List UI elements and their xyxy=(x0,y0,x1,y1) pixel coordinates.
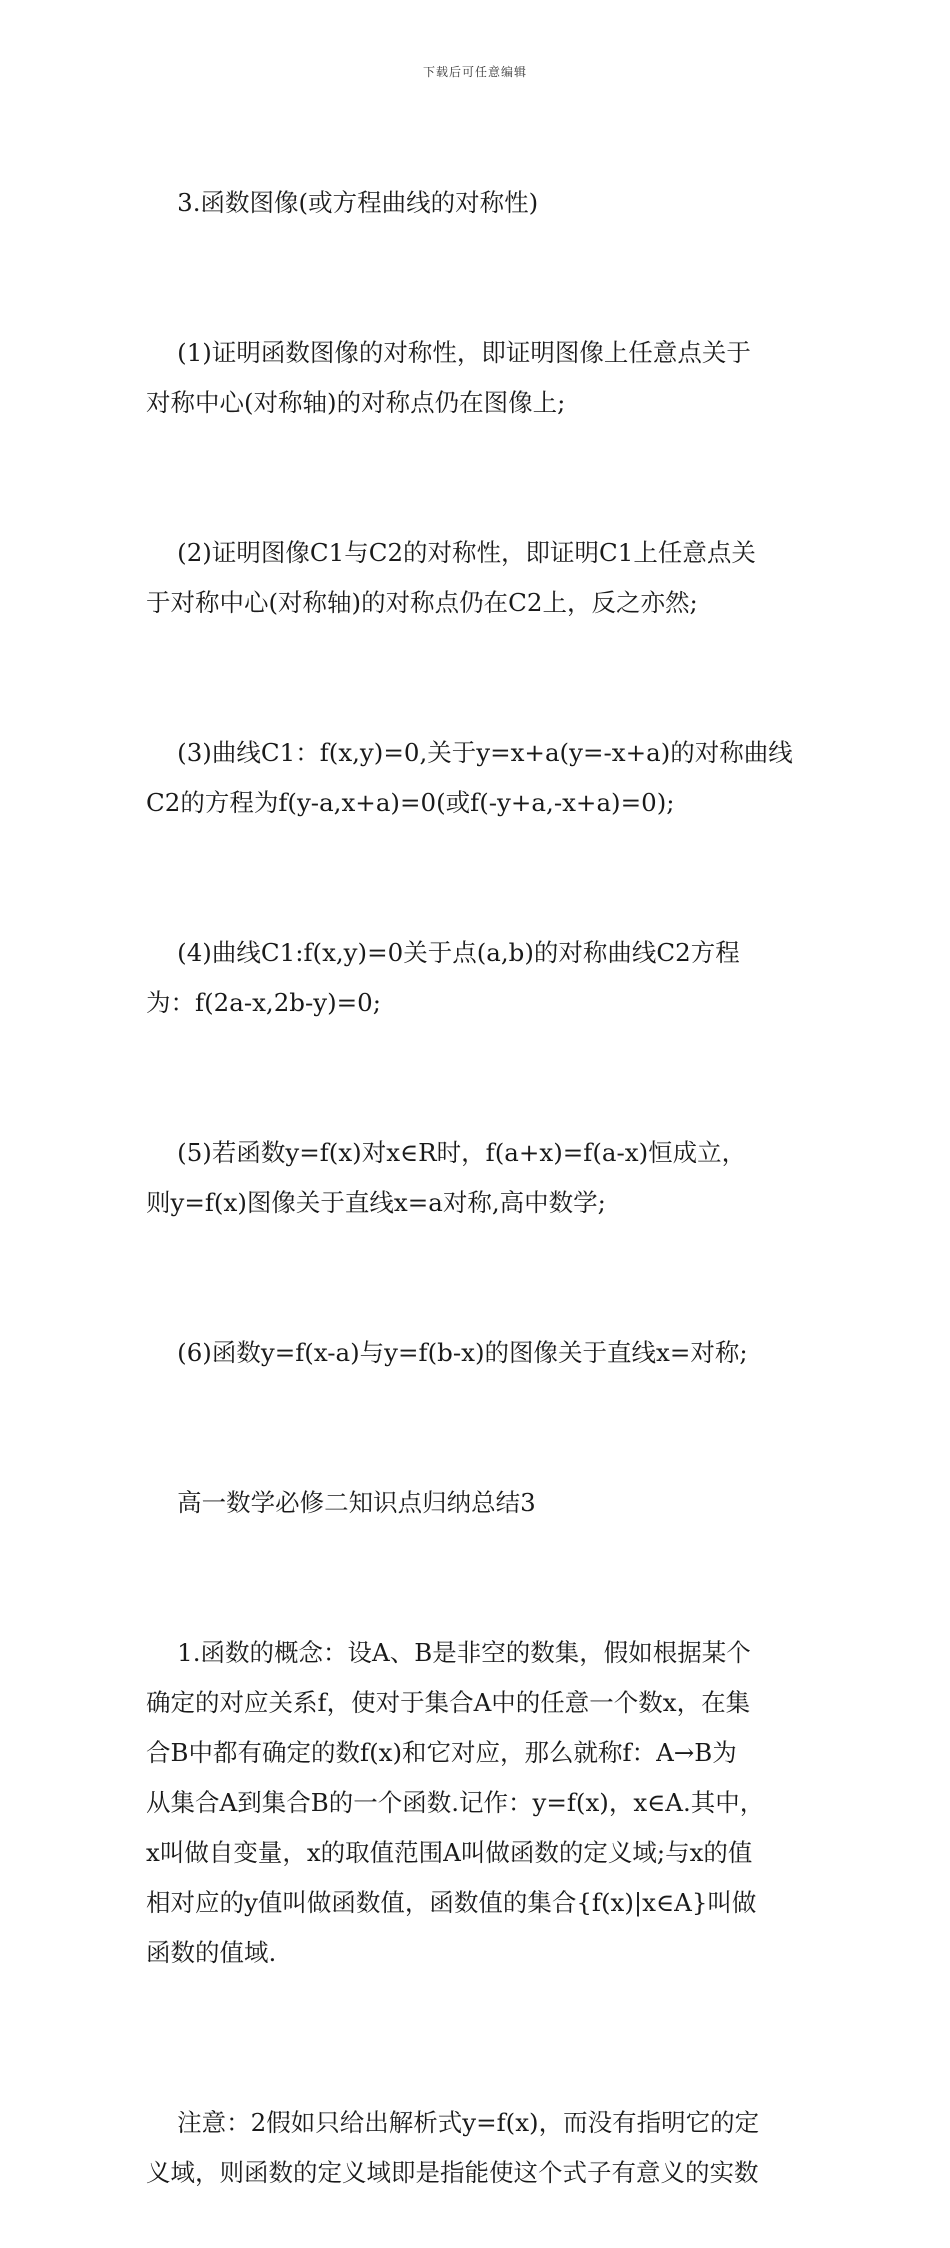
text-line: 对称中心(对称轴)的对称点仍在图像上; xyxy=(146,388,566,417)
document-body xyxy=(146,128,814,2248)
paragraph-item-5 xyxy=(146,1078,814,1278)
text-line: 注意：2假如只给出解析式y=f(x)，而没有指明它的定 xyxy=(177,2108,760,2137)
text-line: 从集合A到集合B的一个函数.记作：y=f(x)，x∈A.其中， xyxy=(146,1788,765,1817)
section-title xyxy=(146,1428,814,1578)
text-line: 高一数学必修二知识点归纳总结3 xyxy=(177,1488,536,1517)
paragraph-function-concept xyxy=(146,1578,814,2028)
text-line: (4)曲线C1:f(x,y)=0关于点(a,b)的对称曲线C2方程 xyxy=(177,938,740,967)
text-line: 则y=f(x)图像关于直线x=a对称,高中数学; xyxy=(146,1188,606,1217)
text-line: 相对应的y值叫做函数值，函数值的集合{f(x)|x∈A}叫做 xyxy=(146,1888,757,1917)
text-line: 1.函数的概念：设A、B是非空的数集，假如根据某个 xyxy=(177,1638,751,1667)
text-line: (5)若函数y=f(x)对x∈R时，f(a+x)=f(a-x)恒成立， xyxy=(177,1138,747,1167)
text-line: x叫做自变量，x的取值范围A叫做函数的定义域;与x的值 xyxy=(146,1838,753,1867)
text-line: (2)证明图像C1与C2的对称性，即证明C1上任意点关 xyxy=(177,538,756,567)
text-line: 义域，则函数的定义域即是指能使这个式子有意义的实数 xyxy=(146,2158,759,2187)
text-line: (3)曲线C1：f(x,y)=0,关于y=x+a(y=-x+a)的对称曲线 xyxy=(177,738,793,767)
text-line: 确定的对应关系f，使对于集合A中的任意一个数x，在集 xyxy=(146,1688,751,1717)
text-line: 合B中都有确定的数f(x)和它对应，那么就称f：A→B为 xyxy=(146,1738,737,1767)
paragraph-item-3 xyxy=(146,678,814,878)
paragraph-item-6 xyxy=(146,1278,814,1428)
paragraph-item-2 xyxy=(146,478,814,678)
paragraph-item-4 xyxy=(146,878,814,1078)
paragraph-item-1 xyxy=(146,278,814,478)
text-line: (1)证明函数图像的对称性，即证明图像上任意点关于 xyxy=(177,338,751,367)
text-line: C2的方程为f(y-a,x+a)=0(或f(-y+a,-x+a)=0); xyxy=(146,788,675,817)
paragraph-heading-symmetry xyxy=(146,128,814,278)
text-line: 函数的值域. xyxy=(146,1938,277,1967)
text-line: (6)函数y=f(x-a)与y=f(b-x)的图像关于直线x=对称; xyxy=(177,1338,748,1367)
text-line: 于对称中心(对称轴)的对称点仍在C2上，反之亦然; xyxy=(146,588,698,617)
text-line: 3.函数图像(或方程曲线的对称性) xyxy=(177,188,539,217)
paragraph-note xyxy=(146,2048,814,2248)
text-line: 为：f(2a-x,2b-y)=0; xyxy=(146,988,382,1017)
page-header-note: 下载后可任意编辑 xyxy=(422,65,527,79)
